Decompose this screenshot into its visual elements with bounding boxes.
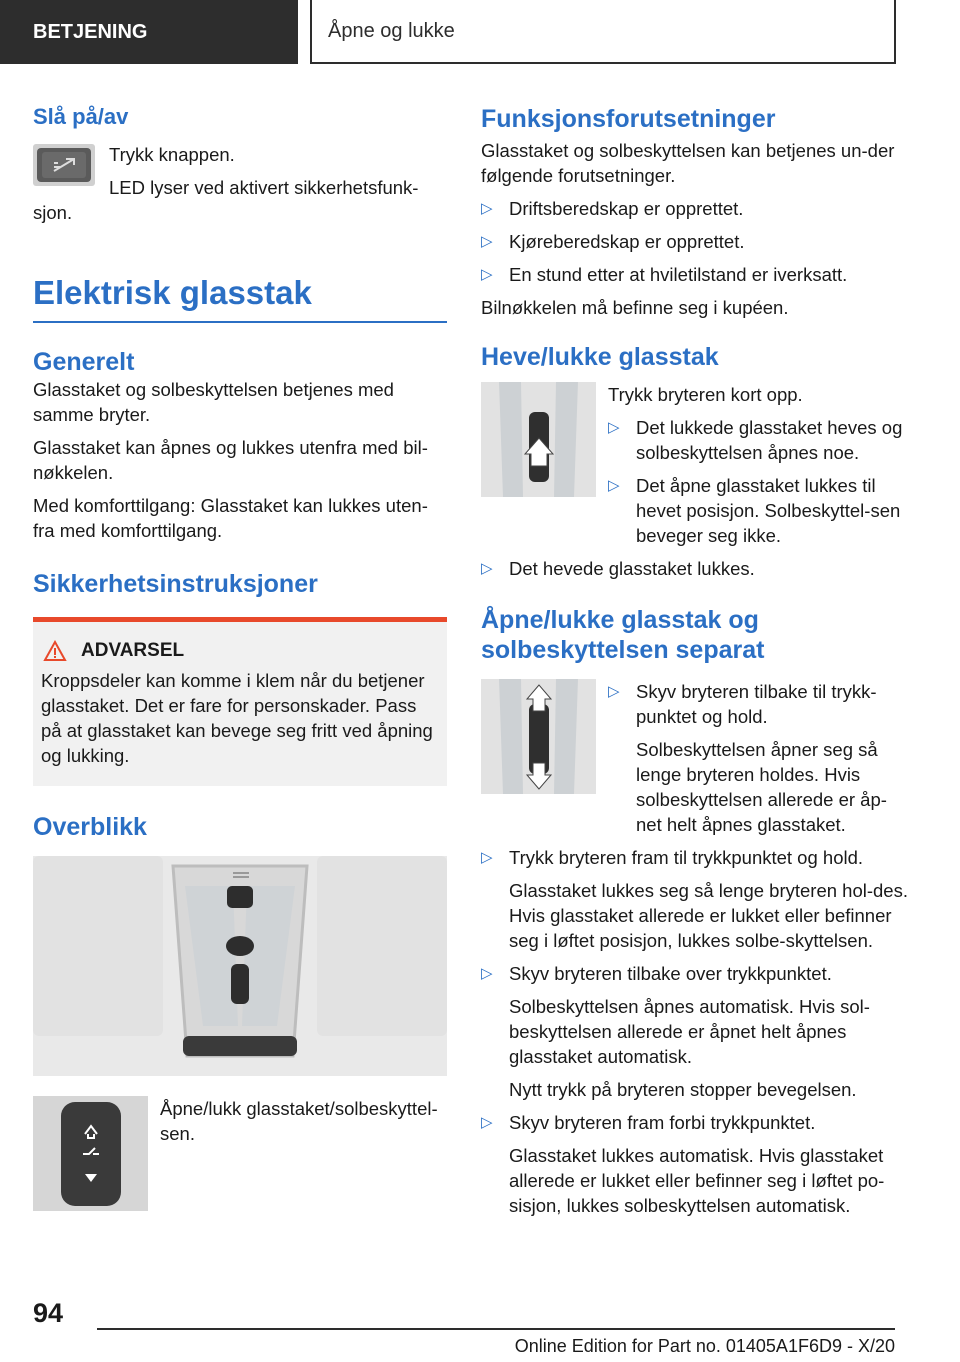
left-column: [33, 100, 447, 1211]
roof-console-image: [33, 856, 447, 1076]
warning-text: Kroppsdeler kan komme i klem når du betjener glasstaket. Det er fare for personskader. Pass på at glasstaket kan bevege seg fritt ved åpning og lukking.: [41, 670, 433, 766]
list-item: [481, 262, 911, 287]
list-item: [481, 229, 911, 254]
right-column: [481, 100, 911, 1218]
heading-generelt: Generelt: [33, 348, 135, 376]
generelt-p2: Glasstaket kan åpnes og lukkes utenfra med bil-nøkkelen.: [33, 437, 428, 483]
chapter-title: Åpne og lukke: [328, 19, 455, 42]
list-item-text: Kjøreberedskap er opprettet.: [509, 231, 745, 252]
list-item: [481, 845, 911, 870]
list-item: [481, 1110, 911, 1135]
separat-block: [481, 679, 911, 837]
edition-text: Online Edition for Part no. 01405A1F6D9 - X/20: [514, 1336, 895, 1356]
switch-up-image: [481, 382, 596, 497]
instruction-text: Trykk knappen.: [109, 144, 235, 165]
warning-title: ADVARSEL: [81, 640, 185, 661]
header-section: [0, 0, 298, 64]
list-item: [608, 679, 911, 729]
bullet-triangle-icon: ▷: [481, 965, 493, 982]
heading-sla-pa-av: Slå på/av: [33, 104, 129, 129]
bullet-triangle-icon: ▷: [608, 477, 620, 494]
funksjon-intro: Glasstaket og solbeskyttelsen kan betjenes un-der følgende forutsetninger.: [481, 140, 895, 186]
list-item-text: Det åpne glasstaket lukkes til hevet posisjon. Solbeskyttel-sen beveger seg ikke.: [636, 475, 901, 546]
bullet-triangle-icon: ▷: [608, 419, 620, 436]
main-title: Elektrisk glasstak: [33, 274, 312, 311]
warning-triangle-icon: [43, 640, 67, 662]
bullet-triangle-icon: ▷: [481, 233, 493, 250]
heading-sikkerhet: Sikkerhetsinstruksjoner: [33, 570, 318, 598]
list-item: [481, 961, 911, 986]
bullet-triangle-icon: ▷: [608, 683, 620, 700]
bullet-triangle-icon: ▷: [481, 1114, 493, 1131]
separat-b2-sub: Glasstaket lukkes seg så lenge bryteren hol-des. Hvis glasstaket allerede er lukket eller befinner seg i løftet posisjon, lukkes solbe-skyttelsen.: [509, 880, 908, 951]
heading-funksjon: Funksjonsforutsetninger: [481, 105, 776, 133]
heading-separat: [481, 605, 911, 665]
heading-heve: Heve/lukke glasstak: [481, 343, 719, 371]
heading-separat-line2: solbeskyttelsen separat: [481, 636, 765, 664]
switch-caption: Åpne/lukk glasstaket/solbeskyttel-sen.: [160, 1098, 438, 1144]
list-item-text: Skyv bryteren tilbake over trykkpunktet.: [509, 963, 832, 984]
heading-separat-line1: Åpne/lukke glasstak og: [481, 606, 759, 634]
switch-image: [33, 1096, 148, 1211]
list-item-text: Skyv bryteren fram forbi trykkpunktet.: [509, 1112, 816, 1133]
sla-pa-av-block: [33, 142, 447, 200]
list-item-text: Det hevede glasstaket lukkes.: [509, 558, 755, 579]
switch-block: [33, 1096, 447, 1211]
list-item-text: Trykk bryteren fram til trykkpunktet og hold.: [509, 847, 864, 868]
heading-overblikk: Overblikk: [33, 813, 147, 841]
list-item-text: Skyv bryteren tilbake til trykk-punktet og hold.: [636, 681, 877, 727]
led-text: LED lyser ved aktivert sikkerhetsfunk-: [109, 177, 419, 198]
separat-b3-sub2: Nytt trykk på bryteren stopper bevegelsen.: [509, 1079, 857, 1100]
footer-rule: [97, 1328, 895, 1330]
led-text-cont: sjon.: [33, 202, 73, 223]
bullet-triangle-icon: ▷: [481, 200, 493, 217]
warning-title-row: [41, 640, 439, 662]
header-title-box: [310, 0, 896, 64]
title-rule: [33, 321, 447, 323]
list-item-text: En stund etter at hviletilstand er iverksatt.: [509, 264, 848, 285]
heve-intro: Trykk bryteren kort opp.: [608, 384, 803, 405]
generelt-p3: Med komforttilgang: Glasstaket kan lukkes uten-fra med komforttilgang.: [33, 495, 428, 541]
list-item-text: Driftsberedskap er opprettet.: [509, 198, 744, 219]
safety-button-icon: [33, 144, 95, 186]
warning-box: [33, 617, 447, 786]
separat-b3-sub1: Solbeskyttelsen åpnes automatisk. Hvis sol-beskyttelsen allerede er åpnet helt åpnes glasstaket automatisk.: [509, 996, 870, 1067]
page-number: 94: [33, 1298, 64, 1328]
generelt-p1: Glasstaket og solbeskyttelsen betjenes med samme bryter.: [33, 379, 394, 425]
separat-b4-sub: Glasstaket lukkes automatisk. Hvis glasstaket allerede er lukket eller befinner seg i løftet po-sisjon, lukkes solbeskyttelsen automatisk.: [509, 1145, 885, 1216]
list-item: [481, 556, 911, 581]
list-item: [608, 473, 911, 548]
funksjon-after: Bilnøkkelen må befinne seg i kupéen.: [481, 297, 789, 318]
heve-block: [481, 382, 911, 548]
list-item-text: Det lukkede glasstaket heves og solbeskyttelsen åpnes noe.: [636, 417, 903, 463]
list-item: [608, 415, 911, 465]
separat-b1-sub: Solbeskyttelsen åpner seg så lenge bryteren holdes. Hvis solbeskyttelsen allerede er åp-net helt åpnes glasstaket.: [636, 739, 887, 835]
bullet-triangle-icon: ▷: [481, 560, 493, 577]
switch-updown-image: [481, 679, 596, 794]
section-label: BETJENING: [33, 20, 148, 43]
bullet-triangle-icon: ▷: [481, 266, 493, 283]
list-item: [481, 196, 911, 221]
bullet-triangle-icon: ▷: [481, 849, 493, 866]
